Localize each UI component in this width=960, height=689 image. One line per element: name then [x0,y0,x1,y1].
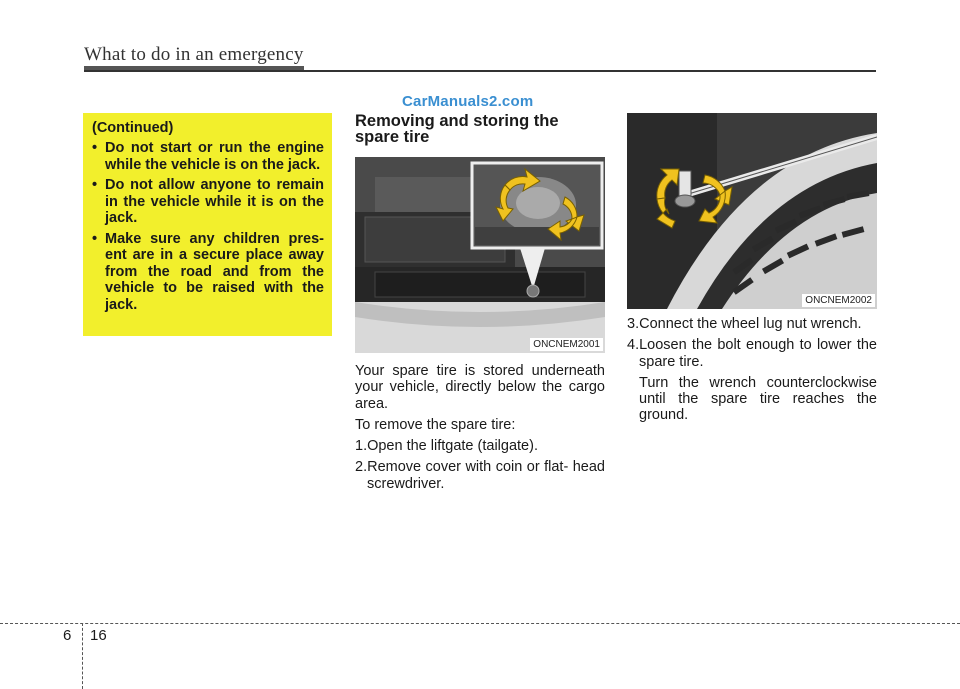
caution-item: • Do not allow anyone to remain in the vehicle while it is on the jack. [92,177,324,226]
caution-box [83,113,332,336]
cargo-area-illustration [355,157,605,353]
step-1: 1.Open the liftgate (tailgate). [355,438,538,455]
column3-body [627,316,877,429]
figure-code-label: ONCNEM2002 [802,294,875,307]
intro-paragraph: Your spare tire is stored underneath your vehicle, directly below the cargo area. [355,363,605,412]
wrench-illustration [627,113,877,309]
caution-item: • Do not start or run the engine while the vehicle is on the jack. [92,140,324,173]
caution-item: • Make sure any children pres- ent are in a secure place away from the road and from the vehicle to be raised with the jack. [92,230,324,313]
step-4: 4.Loosen the bolt enough to lower the spare tire. [627,337,877,370]
bullet-icon: • [92,230,98,247]
instruction-lead: To remove the spare tire: [355,416,516,433]
bullet-icon: • [92,177,98,193]
footer-divider [82,623,83,689]
page-header-title: What to do in an emergency [84,44,304,65]
step-2: 2.Remove cover with coin or flat- head screwdriver. [355,459,605,492]
section-heading [355,113,605,145]
header-rule [84,70,876,72]
section-title-line1: Removing and storing the [355,112,559,130]
watermark-text: CarManuals2.com [402,93,534,110]
bullet-icon: • [92,140,98,156]
continued-label: (Continued) [92,120,174,136]
page-number: 16 [90,627,107,644]
wrench-image [627,113,877,309]
figure-code-label: ONCNEM2001 [530,338,603,351]
cargo-area-image [355,157,605,353]
step-3: 3.Connect the wheel lug nut wrench. [627,316,862,332]
step-4-detail: Turn the wrench counterclockwise until the spare tire reaches the ground. [639,374,877,424]
chapter-number: 6 [63,627,72,644]
caution-list [91,140,324,313]
column2-body [355,363,605,497]
section-title-line2: spare tire [355,128,430,146]
footer-rule [0,623,960,624]
